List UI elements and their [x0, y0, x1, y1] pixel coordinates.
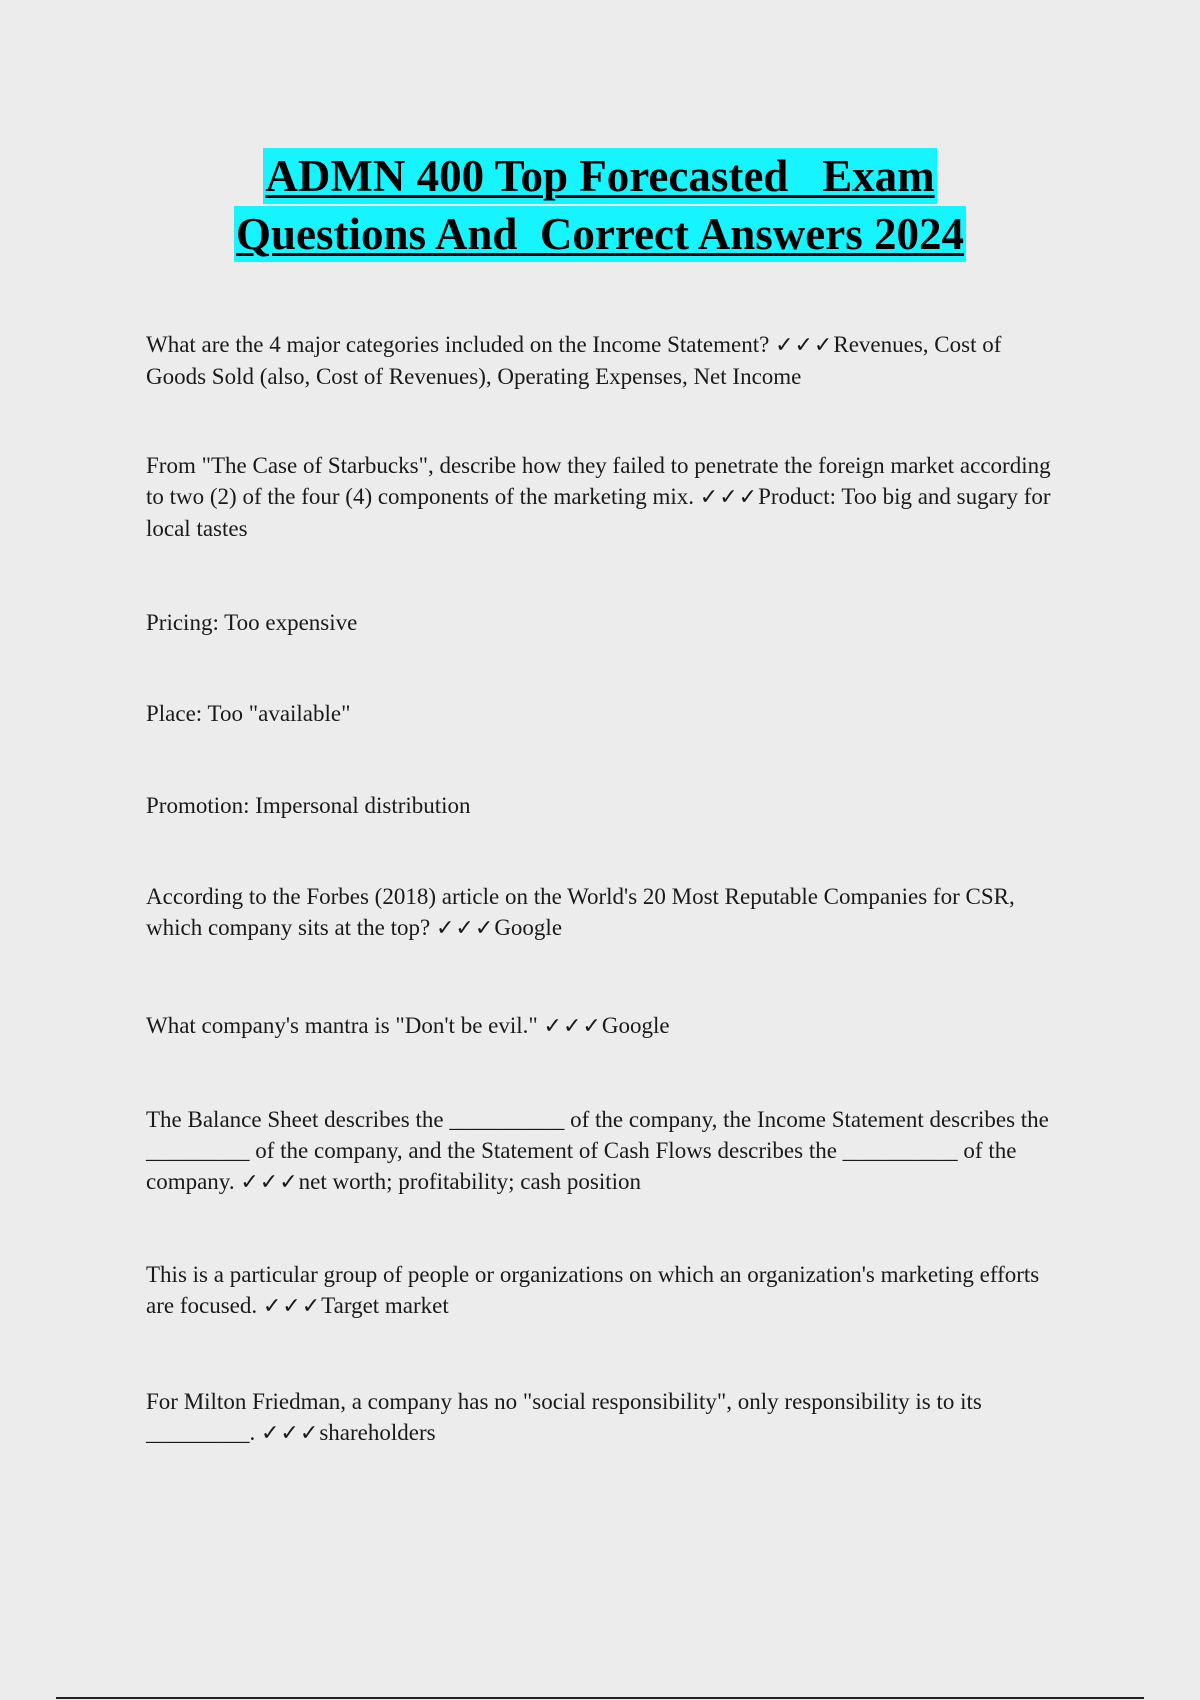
- question-text: This is a particular group of people or organizations on which an organization's marketing efforts are focused.: [146, 1262, 1040, 1318]
- question-text: From "The Case of Starbucks", describe how they failed to penetrate the foreign market according to two (2) of the four (4) components of the marketing mix.: [146, 453, 1051, 509]
- qa-item-1: [146, 329, 1066, 392]
- qa-item-10: [146, 1386, 1066, 1449]
- page-bottom-divider: [56, 1697, 1144, 1699]
- check-mark-icon: ✓✓✓: [699, 485, 759, 510]
- qa-item-2: [146, 450, 1066, 544]
- answer-text: shareholders: [319, 1420, 436, 1445]
- title-line-2: Questions And Correct Answers 2024: [234, 206, 966, 262]
- question-text: The Balance Sheet describes the __________ of the company, the Income Statement describes the _________ of the company, and the Statement of Cash Flows describes the __________ of the company.: [146, 1107, 1049, 1194]
- answer-text: Google: [601, 1013, 670, 1038]
- question-text: What company's mantra is "Don't be evil.": [146, 1013, 538, 1038]
- qa-item-6: [146, 881, 1066, 944]
- question-text: According to the Forbes (2018) article on the World's 20 Most Reputable Companies for CSR, which company sits at the top?: [146, 884, 1015, 940]
- check-mark-icon: ✓✓✓: [240, 1170, 299, 1195]
- answer-text: Revenues, Cost of Goods Sold (also, Cost of Revenues), Operating Expenses, Net Income: [146, 332, 1002, 389]
- answer-text: Target market: [321, 1293, 449, 1318]
- answer-text: Promotion: Impersonal distribution: [146, 793, 471, 818]
- qa-item-9: [146, 1259, 1066, 1322]
- check-mark-icon: ✓✓✓: [775, 333, 834, 358]
- question-text: For Milton Friedman, a company has no "social responsibility", only responsibility is to its _________.: [146, 1389, 982, 1445]
- qa-item-8: [146, 1104, 1066, 1198]
- check-mark-icon: ✓✓✓: [543, 1014, 602, 1039]
- answer-text: Product: Too big and sugary for local tastes: [146, 484, 1051, 541]
- check-mark-icon: ✓✓✓: [436, 916, 495, 941]
- qa-item-3: [146, 607, 1066, 638]
- answer-text: net worth; profitability; cash position: [298, 1169, 642, 1194]
- qa-item-4: [146, 698, 1066, 729]
- question-text: What are the 4 major categories included on the Income Statement?: [146, 332, 770, 357]
- check-mark-icon: ✓✓✓: [261, 1421, 320, 1446]
- document-title: [0, 148, 1200, 262]
- answer-text: Google: [494, 915, 563, 940]
- answer-text: Place: Too "available": [146, 701, 351, 726]
- title-line-1: ADMN 400 Top Forecasted Exam: [263, 148, 936, 204]
- qa-item-7: [146, 1010, 1066, 1042]
- qa-item-5: [146, 790, 1066, 821]
- check-mark-icon: ✓✓✓: [262, 1294, 322, 1319]
- answer-text: Pricing: Too expensive: [146, 610, 358, 635]
